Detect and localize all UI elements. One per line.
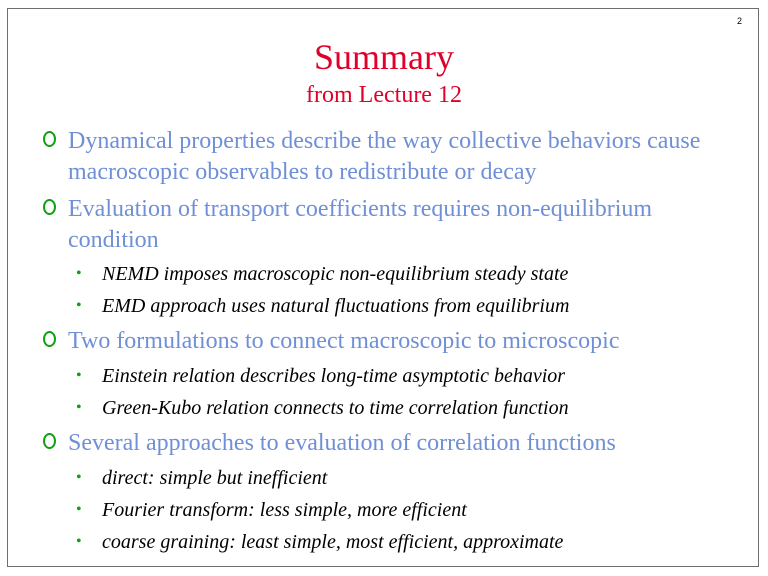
sub-bullet-item: [76, 294, 722, 318]
circle-bullet-icon: [43, 433, 56, 449]
slide-subtitle: from Lecture 12: [306, 82, 462, 108]
bullet-text: Evaluation of transport coefficients requires non-equilibrium condition: [68, 196, 653, 253]
dot-bullet-icon: •: [76, 469, 82, 486]
circle-bullet-icon: [43, 199, 56, 215]
sub-bullet-item: [76, 396, 722, 420]
sub-bullet-text: coarse graining: least simple, most efficient, approximate: [102, 531, 564, 553]
bullet-item: [68, 194, 728, 256]
sub-bullet-text: Einstein relation describes long-time asymptotic behavior: [102, 365, 566, 387]
dot-bullet-icon: •: [76, 367, 82, 384]
sub-bullet-item: [76, 530, 722, 554]
circle-bullet-icon: [43, 131, 56, 147]
sub-bullet-text: EMD approach uses natural fluctuations from equilibrium: [102, 295, 570, 317]
sub-bullet-text: NEMD imposes macroscopic non-equilibrium steady state: [102, 263, 569, 285]
bullet-text: Dynamical properties describe the way collective behaviors cause macroscopic observables to redistribute or decay: [68, 128, 701, 185]
sub-bullet-text: Green-Kubo relation connects to time correlation function: [102, 397, 569, 419]
sub-bullet-item: [76, 498, 722, 522]
sub-bullet-text: Fourier transform: less simple, more efficient: [102, 499, 467, 521]
dot-bullet-icon: •: [76, 399, 82, 416]
sub-bullet-item: [76, 262, 722, 286]
bullet-item: [68, 326, 728, 357]
circle-bullet-icon: [43, 331, 56, 347]
dot-bullet-icon: •: [76, 297, 82, 314]
dot-bullet-icon: •: [76, 501, 82, 518]
bullet-text: Several approaches to evaluation of correlation functions: [68, 430, 616, 456]
sub-bullet-item: [76, 466, 722, 490]
bullet-item: [68, 428, 728, 459]
sub-bullet-text: direct: simple but inefficient: [102, 467, 328, 489]
slide-title: Summary: [314, 37, 454, 77]
bullet-item: [68, 126, 728, 188]
dot-bullet-icon: •: [76, 265, 82, 282]
sub-bullet-item: [76, 364, 722, 388]
page-number: 2: [737, 16, 743, 26]
dot-bullet-icon: •: [76, 533, 82, 550]
bullet-text: Two formulations to connect macroscopic to microscopic: [68, 328, 620, 354]
